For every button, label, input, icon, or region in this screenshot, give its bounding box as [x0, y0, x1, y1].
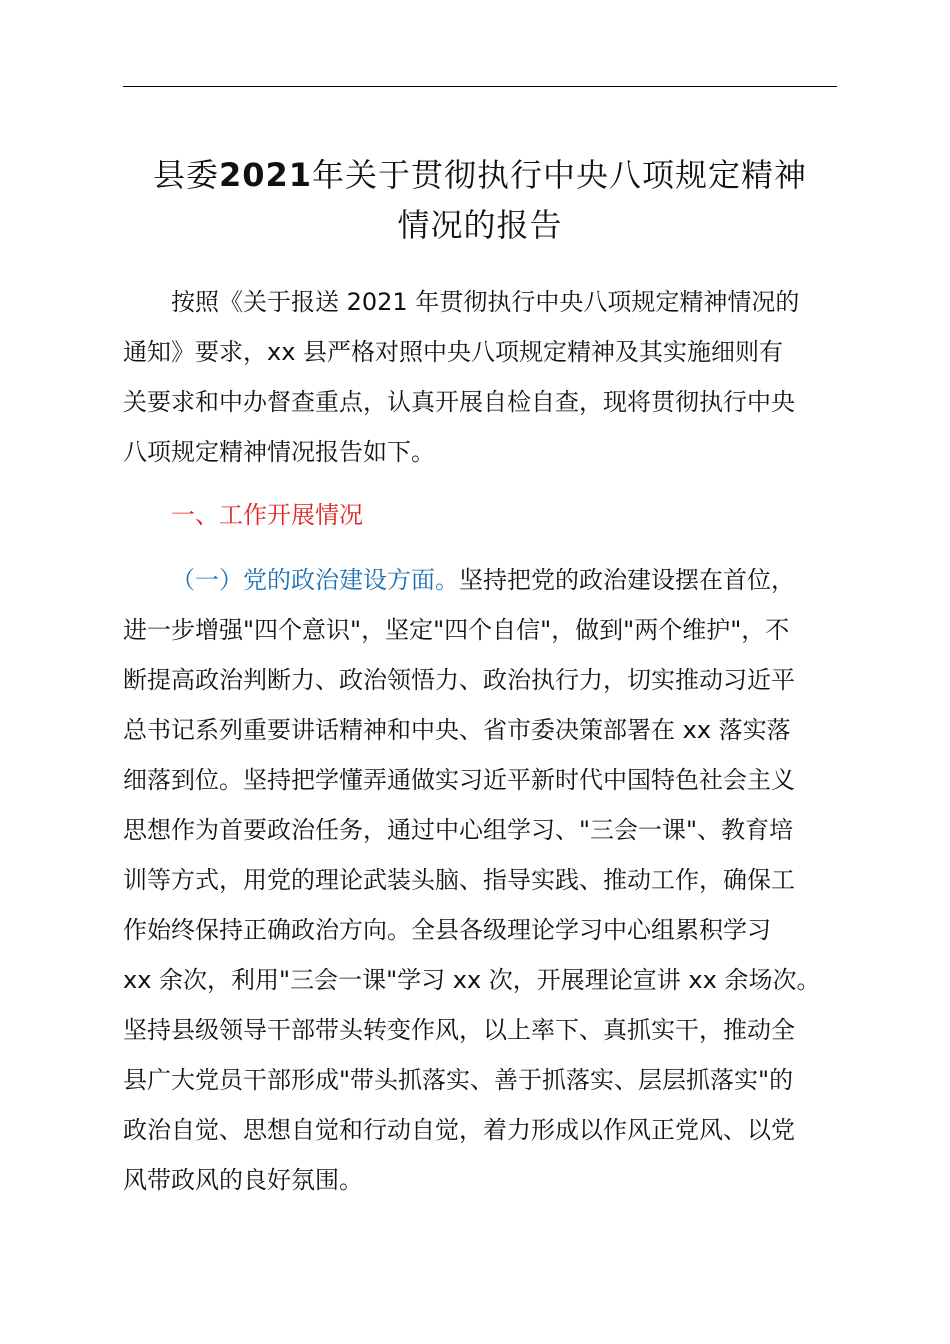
paragraph-line: 政治自觉、思想自觉和行动自觉，着力形成以作风正党风、以党	[123, 1116, 795, 1144]
paragraph-line: xx 余次，利用"三会一课"学习 xx 次，开展理论宣讲 xx 余场次。	[123, 966, 821, 994]
intro-line: 关要求和中办督查重点，认真开展自检自查，现将贯彻执行中央	[123, 388, 795, 416]
title-line-2: 情况的报告	[397, 206, 563, 244]
paragraph-line: 训等方式，用党的理论武装头脑、指导实践、推动工作，确保工	[123, 866, 795, 894]
paragraph-text: 坚持把党的政治建设摆在首位，	[459, 566, 795, 594]
paragraph-line: 思想作为首要政治任务，通过中心组学习、"三会一课"、教育培	[123, 816, 794, 844]
title-line-1	[110, 150, 850, 200]
paragraph-line: 坚持县级领导干部带头转变作风，以上率下、真抓实干，推动全	[123, 1016, 795, 1044]
subsection-heading: （一）党的政治建设方面。	[171, 566, 459, 594]
title-year: 2021	[218, 156, 313, 194]
intro-line: 通知》要求，xx 县严格对照中央八项规定精神及其实施细则有	[123, 338, 784, 366]
paragraph-line: 总书记系列重要讲话精神和中央、省市委决策部署在 xx 落实落	[123, 716, 791, 744]
section-heading: 一、工作开展情况	[171, 501, 363, 529]
title-prefix: 县委	[152, 156, 219, 194]
paragraph-line: 进一步增强"四个意识"，坚定"四个自信"，做到"两个维护"，不	[123, 616, 790, 644]
header-rule	[123, 86, 837, 87]
paragraph-line: 风带政风的良好氛围。	[123, 1166, 363, 1194]
intro-line: 八项规定精神情况报告如下。	[123, 438, 435, 466]
title-suffix: 年关于贯彻执行中央八项规定精神	[312, 156, 808, 194]
paragraph-line: 作始终保持正确政治方向。全县各级理论学习中心组累积学习	[123, 916, 771, 944]
paragraph-line: 细落到位。坚持把学懂弄通做实习近平新时代中国特色社会主义	[123, 766, 795, 794]
paragraph-line: 断提高政治判断力、政治领悟力、政治执行力，切实推动习近平	[123, 666, 795, 694]
document-title	[110, 150, 850, 250]
paragraph-line	[123, 555, 837, 605]
intro-line: 按照《关于报送 2021 年贯彻执行中央八项规定精神情况的	[171, 288, 800, 316]
intro-paragraph	[123, 277, 837, 477]
subsection-paragraph	[123, 555, 837, 1205]
paragraph-line: 县广大党员干部形成"带头抓落实、善于抓落实、层层抓落实"的	[123, 1066, 794, 1094]
